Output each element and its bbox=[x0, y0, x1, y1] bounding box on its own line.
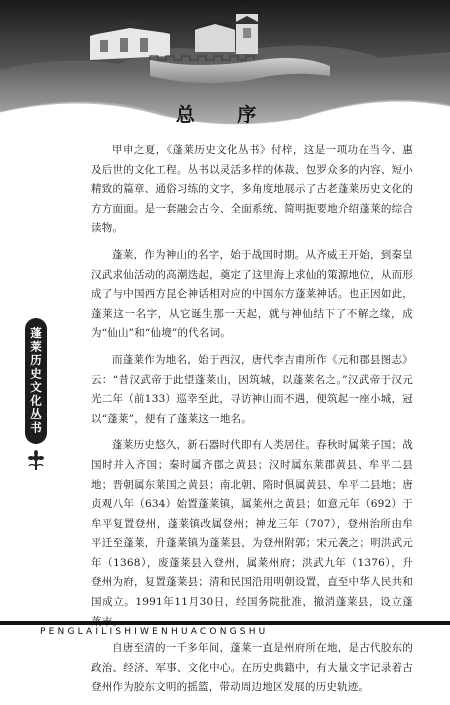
series-side-label bbox=[25, 318, 47, 444]
paragraph: 蓬莱，作为神山的名字，始于战国时期。从齐威王开始，到秦皇汉武求仙活动的高潮迭起，奠定了这里海上求仙的策源地位，从而形成了与中国西方昆仑神话相对应的中国东方蓬莱神话。也正因如此，蓬莱这一名字，从它诞生那一天起，就与神仙结下了不解之缘，成为“仙山”和“仙境”的代名词。 bbox=[91, 248, 413, 340]
page-title: 总 序 bbox=[175, 104, 275, 126]
footer-divider bbox=[0, 621, 450, 625]
paragraph: 蓬莱历史悠久，新石器时代即有人类居住。春秋时属莱子国；战国时并入齐国；秦时属齐郡之黄县；汉时属东莱郡黄县、牟平二县地；晋朝属东莱国之黄县；南北朝、隋时俱属黄县、牟平二县地；唐贞观八年（634）始置蓬莱镇，属莱州之黄县；如意元年（692）于牟平复置登州，蓬莱镇改属登州；神龙三年（707），登州治所由牟平迁至蓬莱，升蓬莱镇为蓬莱县，为登州附郭；宋元袭之；明洪武元年（1368），废蓬莱县入登州，属莱州府；洪武九年（1376），升登州为府，复置蓬莱县；清和民国沿用明朝设置，直至中华人民共和国成立。1991年11月30日，经国务院批准，撤消蓬莱县，设立蓬 bbox=[91, 439, 413, 609]
paragraph: 而蓬莱作为地名，始于西汉，唐代李吉甫所作《元和郡县图志》云：“昔汉武帝于此望蓬莱山，因筑城，以蓬莱名之。”汉武帝于汉元光二年（前133）巡幸至此，寻访神山而不遇，便筑起一座小城，冠以“蓬莱”，便有了蓬莱这一地名。 bbox=[91, 353, 413, 425]
paragraph: 甲申之夏，《蓬莱历史文化丛书》付梓，这是一项功在当今、惠及后世的文化工程。丛书以灵活多样的体裁、包罗众多的内容、短小精致的篇章、通俗习练的文字，多角度地展示了古老蓬莱历史文化的方方面面。是一套融会古今、全面系统、简明扼要地介绍蓬莱的综合读物。 bbox=[91, 144, 413, 235]
paragraph: 自唐至清的一千多年间，蓬莱一直是州府所在地，是古代胶东的政治、经济、军事、文化中心。在历史典籍中，有大量文字记录着古登州作为胶东文明的摇篮，带动周边地区发展的历史轨迹。 bbox=[91, 642, 413, 694]
series-side-label-text: 蓬莱历史文化丛书 bbox=[29, 327, 43, 435]
header-banner-illustration bbox=[0, 0, 450, 150]
flower-ornament-icon bbox=[26, 450, 46, 472]
footer-series-pinyin: PENGLAILISHIWENHUACONGSHU bbox=[40, 627, 269, 637]
